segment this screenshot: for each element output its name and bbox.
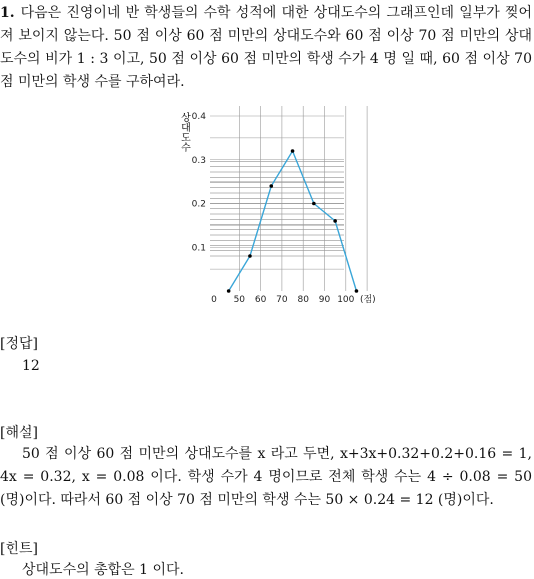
x-tick-label: 80	[297, 295, 309, 305]
y-tick-label: 0.4	[191, 112, 206, 122]
answer-label: [정답]	[0, 336, 38, 352]
data-point	[333, 219, 337, 223]
y-tick-label: 0.1	[191, 243, 206, 254]
hint-text: 상대도수의 총합은 1 이다.	[22, 562, 184, 578]
hint-label: [힌트]	[0, 541, 38, 557]
x-tick-label: 70	[276, 295, 288, 305]
y-tick-label: 0.2	[191, 199, 206, 210]
problem-text: 다음은 진영이네 반 학생들의 수학 성적에 대한 상대도수의 그래프인데 일부가 찢어져 보이지 않는다. 50 점 이상 60 점 미만의 상대도수와 60 점 이상 70 점 미만의 상대도수의 비가 1 : 3 이고, 50 점 이상 60 점 미만의 학생 수가 4 명 일 때, 60 점 이상 70 점 미만의 학생 수를 구하여라.	[0, 5, 532, 90]
problem-number: 1.	[0, 5, 15, 21]
x-tick-labels	[211, 293, 376, 305]
x-tick-label: 0	[211, 295, 217, 305]
data-point	[355, 289, 359, 293]
explanation-text: 50 점 이상 60 점 미만의 상대도수를 x 라고 두면, x+3x+0.32+0.2+0.16 = 1, 4x = 0.32, x = 0.08 이다. 학생 수가 4 명이므로 전체 학생 수는 4 ÷ 0.08 = 50 (명)이다. 따라서 60 점 이상 70 점 미만의 학생 수는 50 × 0.24 = 12 (명)이다.	[0, 446, 532, 508]
y-tick-label: 0.3	[191, 155, 206, 166]
answer-value: 12	[22, 358, 40, 374]
y-tick-labels	[192, 112, 207, 253]
series-line-layer	[227, 149, 358, 293]
x-tick-label: 90	[318, 295, 331, 305]
data-point	[248, 254, 252, 258]
data-point	[291, 149, 295, 153]
horizontal-gridlines	[210, 116, 344, 269]
relative-frequency-chart	[170, 98, 376, 308]
x-tick-label: 60	[254, 295, 267, 305]
data-point	[227, 289, 231, 293]
explanation-label: [해설]	[0, 425, 38, 441]
data-point	[269, 184, 273, 188]
x-tick-label: 100	[337, 295, 355, 305]
y-axis-label: 상대도수	[178, 112, 190, 152]
x-tick-label: 50	[233, 295, 246, 305]
problem	[0, 2, 532, 94]
data-point	[312, 202, 316, 206]
x-axis-unit-label: (점)	[359, 295, 376, 305]
